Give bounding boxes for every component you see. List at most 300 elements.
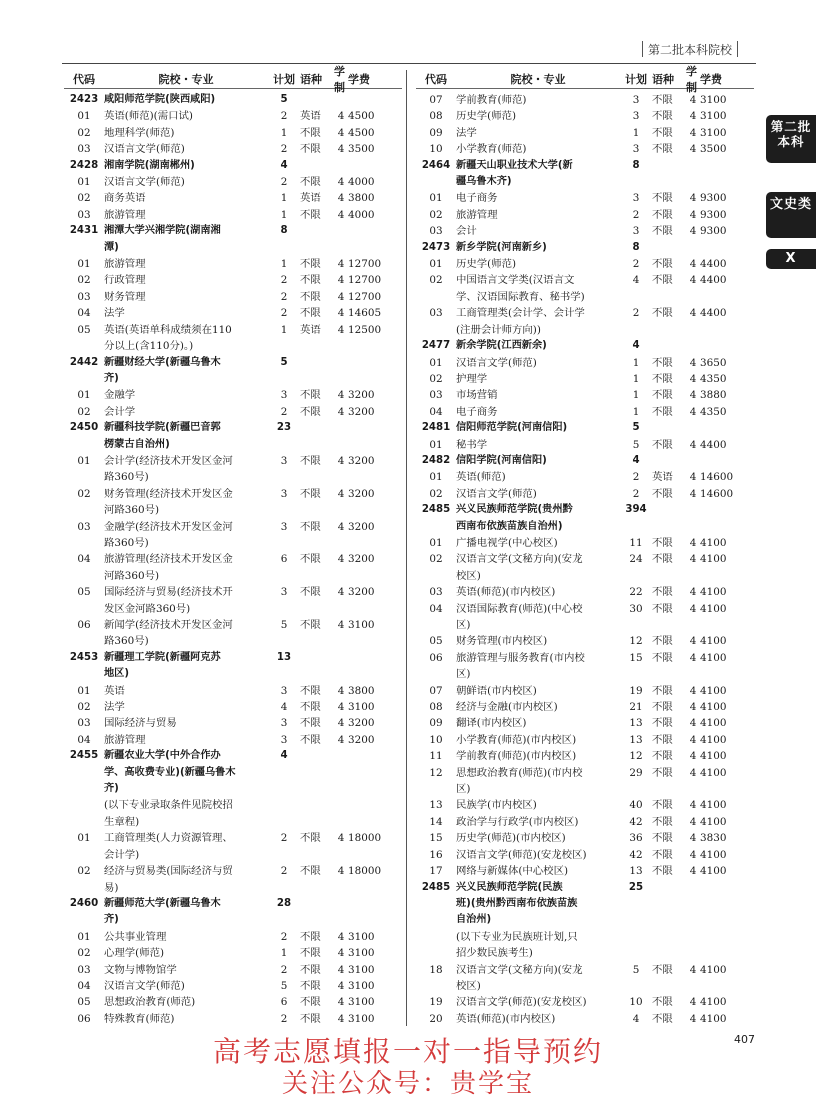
code-cell: 09 bbox=[429, 717, 443, 730]
duration-cell: 4 bbox=[689, 799, 697, 812]
code-cell: 10 bbox=[429, 733, 443, 746]
name-cell: 民族学(市内校区) bbox=[456, 799, 537, 812]
plan-cell: 2 bbox=[632, 307, 640, 320]
plan-cell: 4 bbox=[632, 454, 640, 466]
fee-cell: 3100 bbox=[348, 963, 375, 976]
plan-cell: 13 bbox=[629, 865, 643, 878]
name-cell: 网络与新媒体(中心校区) bbox=[456, 865, 569, 878]
major-row bbox=[64, 945, 402, 961]
fee-cell: 4400 bbox=[700, 438, 727, 451]
lang-cell: 不限 bbox=[300, 684, 321, 697]
lang-cell: 不限 bbox=[300, 701, 321, 714]
fee-cell: 3200 bbox=[348, 454, 375, 467]
duration-cell: 4 bbox=[337, 619, 345, 631]
fee-cell bbox=[700, 453, 746, 469]
plan-cell: 13 bbox=[629, 733, 643, 746]
duration-cell: 4 bbox=[689, 602, 697, 615]
duration-cell bbox=[686, 502, 700, 535]
name-cell: 信阳学院(河南信阳) bbox=[456, 454, 547, 466]
name-cell: 电子商务 bbox=[456, 192, 498, 205]
name-cell: 金融学(经济技术开发区金河 路360号) bbox=[104, 520, 233, 549]
duration-cell bbox=[686, 240, 700, 256]
plan-cell: 3 bbox=[632, 143, 640, 156]
name-cell: 思想政治教育(师范)(市内校 区) bbox=[456, 766, 583, 796]
lang-cell: 不限 bbox=[300, 487, 321, 500]
fee-cell: 4100 bbox=[700, 553, 727, 566]
duration-cell bbox=[686, 158, 700, 191]
lang-cell bbox=[300, 92, 334, 108]
code-cell: 07 bbox=[429, 684, 443, 697]
duration-cell: 4 bbox=[689, 94, 697, 106]
major-row bbox=[64, 305, 402, 321]
duration-cell: 4 bbox=[337, 832, 345, 845]
major-row bbox=[64, 404, 402, 420]
duration-cell bbox=[686, 338, 700, 354]
duration-cell: 4 bbox=[689, 635, 697, 648]
duration-cell: 4 bbox=[337, 290, 345, 303]
duration-cell: 4 bbox=[337, 684, 345, 697]
name-cell: 翻译(市内校区) bbox=[456, 717, 527, 730]
lang-cell: 不限 bbox=[300, 865, 321, 878]
name-cell: 兴义民族师范学院(贵州黔 西南布依族苗族自治州) bbox=[456, 504, 573, 532]
fee-cell: 3100 bbox=[348, 1012, 375, 1025]
duration-cell: 4 bbox=[689, 225, 697, 238]
right-table-body bbox=[416, 92, 754, 1027]
plan-cell: 5 bbox=[280, 979, 288, 992]
plan-cell: 3 bbox=[632, 94, 640, 106]
fee-cell: 9300 bbox=[700, 225, 727, 238]
institution-row bbox=[64, 223, 402, 256]
plan-cell: 2 bbox=[280, 930, 288, 943]
header-code: 代码 bbox=[425, 73, 447, 86]
duration-cell: 4 bbox=[337, 192, 345, 205]
code-cell: 04 bbox=[77, 553, 91, 566]
lang-cell: 不限 bbox=[652, 389, 673, 402]
plan-cell: 1 bbox=[280, 126, 288, 139]
institution-row bbox=[64, 158, 402, 174]
plan-cell: 2 bbox=[280, 963, 288, 976]
header-fee: 学费 bbox=[700, 73, 722, 86]
plan-cell: 1 bbox=[280, 192, 288, 205]
plan-cell: 1 bbox=[280, 947, 288, 960]
duration-cell: 4 bbox=[689, 750, 697, 763]
name-cell: 新疆科技学院(新疆巴音郭 楞蒙古自治州) bbox=[104, 422, 221, 450]
lang-cell bbox=[300, 420, 334, 453]
major-row bbox=[64, 322, 402, 355]
code-cell: 01 bbox=[77, 454, 91, 467]
lang-cell: 不限 bbox=[652, 372, 673, 385]
lang-cell: 不限 bbox=[652, 438, 673, 451]
major-row bbox=[416, 272, 754, 305]
code-cell: 05 bbox=[77, 996, 91, 1009]
duration-cell: 4 bbox=[689, 110, 697, 123]
header-name: 院校・专业 bbox=[510, 73, 566, 86]
lang-cell: 不限 bbox=[652, 717, 673, 730]
fee-cell bbox=[348, 355, 394, 388]
code-cell: 2431 bbox=[69, 225, 99, 237]
major-row bbox=[416, 650, 754, 683]
fee-cell: 18000 bbox=[348, 865, 382, 878]
plan-cell: 36 bbox=[629, 832, 643, 845]
code-cell: 20 bbox=[429, 1012, 443, 1025]
name-cell: 旅游管理 bbox=[104, 258, 146, 271]
institution-row bbox=[64, 92, 402, 108]
duration-cell bbox=[334, 92, 348, 108]
code-cell: 07 bbox=[429, 94, 443, 106]
name-cell: 湘潭大学兴湘学院(湖南湘 潭) bbox=[104, 225, 221, 253]
code-cell: 04 bbox=[429, 405, 443, 418]
code-cell: 04 bbox=[77, 733, 91, 746]
code-cell: 06 bbox=[77, 1012, 91, 1025]
major-row bbox=[416, 732, 754, 748]
duration-cell: 4 bbox=[337, 586, 345, 599]
major-row bbox=[416, 190, 754, 206]
duration-cell: 4 bbox=[689, 766, 697, 779]
side-tab-batch[interactable]: 第二批本科 bbox=[766, 115, 816, 163]
code-cell: 02 bbox=[77, 487, 91, 500]
major-row bbox=[416, 141, 754, 157]
name-cell: 政治学与行政学(市内校区) bbox=[456, 815, 579, 828]
fee-cell: 3100 bbox=[348, 619, 375, 631]
lang-cell: 不限 bbox=[300, 208, 321, 221]
fee-cell bbox=[700, 929, 746, 962]
duration-cell bbox=[334, 650, 348, 683]
major-row bbox=[64, 978, 402, 994]
major-row bbox=[64, 962, 402, 978]
code-cell: 02 bbox=[77, 274, 91, 287]
lang-cell: 不限 bbox=[300, 717, 321, 730]
duration-cell bbox=[686, 929, 700, 962]
duration-cell: 4 bbox=[689, 832, 697, 845]
major-row bbox=[416, 92, 754, 108]
code-cell: 05 bbox=[429, 635, 443, 648]
major-row bbox=[64, 108, 402, 124]
fee-cell: 3800 bbox=[348, 684, 375, 697]
fee-cell: 4500 bbox=[348, 110, 375, 123]
code-cell: 02 bbox=[429, 208, 443, 221]
duration-cell: 4 bbox=[337, 733, 345, 746]
plan-cell: 2 bbox=[632, 208, 640, 221]
name-cell: 新余学院(江西新余) bbox=[456, 340, 547, 352]
fee-cell bbox=[348, 748, 394, 797]
running-header: 第二批本科院校 bbox=[648, 43, 733, 57]
name-cell: 英语(英语单科成绩须在110 分以上(含110分)。) bbox=[104, 323, 232, 353]
name-cell: 汉语言文学(师范)(安龙校区) bbox=[456, 848, 587, 861]
major-row bbox=[64, 207, 402, 223]
name-cell: 新疆财经大学(新疆乌鲁木 齐) bbox=[104, 356, 221, 384]
fee-cell: 3500 bbox=[348, 143, 375, 156]
fee-cell: 4100 bbox=[700, 651, 727, 664]
lang-cell: 不限 bbox=[300, 389, 321, 402]
name-cell: 新疆农业大学(中外合作办 学、高收费专业)(新疆乌鲁木 齐) bbox=[104, 750, 236, 795]
plan-cell: 6 bbox=[280, 996, 288, 1009]
name-cell: 湘南学院(湖南郴州) bbox=[104, 159, 195, 171]
code-cell: 2428 bbox=[69, 159, 99, 171]
code-cell: 03 bbox=[429, 225, 443, 238]
header-lang: 语种 bbox=[652, 73, 674, 86]
plan-cell: 25 bbox=[628, 881, 644, 893]
fee-cell: 4000 bbox=[348, 176, 375, 189]
lang-cell: 不限 bbox=[300, 454, 321, 467]
header-fee: 学费 bbox=[348, 73, 370, 86]
major-row bbox=[416, 715, 754, 731]
name-cell: 经济与金融(市内校区) bbox=[456, 701, 558, 714]
name-cell: 汉语言文学(文秘方向)(安龙 校区) bbox=[456, 553, 583, 582]
right-column bbox=[416, 65, 754, 1027]
duration-cell: 4 bbox=[337, 323, 345, 336]
duration-cell: 4 bbox=[337, 1012, 345, 1025]
duration-cell: 4 bbox=[689, 848, 697, 861]
name-cell: 英语 bbox=[104, 684, 125, 697]
code-cell: 01 bbox=[429, 192, 443, 205]
fee-cell: 3880 bbox=[700, 389, 727, 402]
lang-cell: 不限 bbox=[652, 225, 673, 238]
code-cell: 04 bbox=[429, 602, 443, 615]
major-row bbox=[416, 1011, 754, 1027]
name-cell: 法学 bbox=[104, 307, 125, 320]
plan-cell: 24 bbox=[629, 553, 643, 566]
name-cell: 电子商务 bbox=[456, 405, 498, 418]
major-row bbox=[64, 699, 402, 715]
code-cell: 12 bbox=[429, 766, 443, 779]
fee-cell: 4500 bbox=[348, 126, 375, 139]
name-cell: 旅游管理 bbox=[104, 208, 146, 221]
name-cell: 小学教育(师范)(市内校区) bbox=[456, 733, 577, 746]
major-row bbox=[64, 141, 402, 157]
duration-cell bbox=[334, 223, 348, 256]
name-cell: 特殊教育(师范) bbox=[104, 1012, 175, 1025]
fee-cell: 4100 bbox=[700, 865, 727, 878]
plan-cell: 2 bbox=[280, 832, 288, 845]
duration-cell: 4 bbox=[689, 143, 697, 156]
plan-cell: 3 bbox=[280, 389, 288, 402]
plan-cell: 394 bbox=[625, 504, 647, 516]
code-cell: 02 bbox=[429, 553, 443, 566]
plan-cell: 13 bbox=[276, 651, 292, 663]
duration-cell: 4 bbox=[337, 208, 345, 221]
code-cell: 16 bbox=[429, 848, 443, 861]
lang-cell: 不限 bbox=[300, 274, 321, 287]
fee-cell: 3200 bbox=[348, 487, 375, 500]
major-row bbox=[416, 355, 754, 371]
plan-cell: 42 bbox=[629, 848, 643, 861]
institution-row bbox=[416, 453, 754, 469]
plan-cell: 3 bbox=[280, 520, 288, 533]
plan-cell: 21 bbox=[629, 701, 643, 714]
lang-cell bbox=[300, 650, 334, 683]
code-cell: 02 bbox=[77, 126, 91, 139]
plan-cell: 4 bbox=[280, 701, 288, 714]
code-cell: 03 bbox=[77, 963, 91, 976]
duration-cell: 4 bbox=[689, 356, 697, 369]
plan-cell: 3 bbox=[280, 684, 288, 697]
institution-row bbox=[416, 240, 754, 256]
name-cell: 文物与博物馆学 bbox=[104, 963, 177, 976]
name-cell: 思想政治教育(师范) bbox=[104, 996, 196, 1009]
major-row bbox=[64, 125, 402, 141]
code-cell: 01 bbox=[77, 258, 91, 271]
duration-cell: 4 bbox=[689, 684, 697, 697]
fee-cell: 4100 bbox=[700, 750, 727, 763]
major-row bbox=[64, 715, 402, 731]
plan-cell: 3 bbox=[280, 487, 288, 500]
duration-cell: 4 bbox=[337, 176, 345, 189]
duration-cell: 4 bbox=[689, 307, 697, 320]
lang-cell bbox=[652, 502, 686, 535]
major-row bbox=[64, 256, 402, 272]
fee-cell bbox=[348, 896, 394, 929]
lang-cell: 不限 bbox=[652, 733, 673, 746]
name-cell: 工商管理类(人力资源管理、 会计学) bbox=[104, 832, 233, 861]
lang-cell: 不限 bbox=[652, 126, 673, 139]
code-cell: 01 bbox=[77, 832, 91, 845]
plan-cell: 8 bbox=[632, 241, 640, 253]
fee-cell: 12700 bbox=[348, 290, 382, 303]
name-cell: 旅游管理与服务教育(市内校 区) bbox=[456, 651, 585, 681]
plan-cell: 2 bbox=[280, 1012, 288, 1025]
name-cell: 心理学(师范) bbox=[104, 947, 165, 960]
code-cell: 03 bbox=[429, 307, 443, 320]
duration-cell: 4 bbox=[337, 405, 345, 418]
plan-cell: 30 bbox=[629, 602, 643, 615]
duration-cell: 4 bbox=[689, 192, 697, 205]
plan-cell: 5 bbox=[632, 438, 640, 451]
code-cell: 01 bbox=[429, 258, 443, 271]
code-cell: 2481 bbox=[421, 422, 451, 434]
fee-cell: 3100 bbox=[700, 126, 727, 139]
duration-cell: 4 bbox=[689, 963, 697, 976]
duration-cell: 4 bbox=[689, 586, 697, 599]
fee-cell: 14600 bbox=[700, 487, 734, 500]
code-cell: 04 bbox=[77, 979, 91, 992]
plan-cell: 19 bbox=[629, 684, 643, 697]
lang-cell bbox=[652, 240, 686, 256]
duration-cell bbox=[334, 896, 348, 929]
lang-cell: 不限 bbox=[652, 684, 673, 697]
plan-cell: 1 bbox=[280, 258, 288, 271]
name-cell: 英语(师范) bbox=[456, 471, 506, 484]
plan-cell: 40 bbox=[629, 799, 643, 812]
plan-cell: 23 bbox=[276, 422, 292, 434]
duration-cell: 4 bbox=[337, 553, 345, 566]
lang-cell: 不限 bbox=[652, 635, 673, 648]
major-row bbox=[416, 223, 754, 239]
major-row bbox=[416, 387, 754, 403]
duration-cell: 4 bbox=[689, 487, 697, 500]
plan-cell: 2 bbox=[280, 865, 288, 878]
name-cell: 新疆师范大学(新疆乌鲁木 齐) bbox=[104, 897, 221, 926]
plan-cell: 2 bbox=[280, 307, 288, 320]
code-cell: 2482 bbox=[421, 454, 451, 466]
fee-cell bbox=[348, 420, 394, 453]
lang-cell: 不限 bbox=[300, 979, 321, 992]
fee-cell bbox=[700, 502, 746, 535]
duration-cell: 4 bbox=[337, 865, 345, 878]
fee-cell: 4100 bbox=[700, 996, 727, 1009]
duration-cell: 4 bbox=[689, 208, 697, 221]
plan-cell: 6 bbox=[280, 553, 288, 566]
duration-cell: 4 bbox=[337, 389, 345, 402]
lang-cell: 不限 bbox=[300, 143, 321, 156]
fee-cell bbox=[700, 338, 746, 354]
duration-cell bbox=[334, 748, 348, 797]
fee-cell: 3830 bbox=[700, 832, 727, 845]
side-tab-group bbox=[766, 192, 816, 238]
plan-cell: 3 bbox=[632, 225, 640, 238]
code-cell: 03 bbox=[429, 389, 443, 402]
plan-cell: 2 bbox=[280, 176, 288, 189]
plan-cell: 4 bbox=[632, 340, 640, 352]
major-row bbox=[64, 617, 402, 650]
plan-cell: 2 bbox=[280, 405, 288, 418]
lang-cell bbox=[300, 896, 334, 929]
plan-cell: 42 bbox=[629, 815, 643, 828]
name-cell: 小学教育(师范) bbox=[456, 143, 527, 156]
name-cell: 新疆天山职业技术大学(新 疆乌鲁木齐) bbox=[456, 159, 573, 188]
name-cell: (以下专业为民族班计划,只 招少数民族考生) bbox=[456, 930, 578, 960]
name-cell: 旅游管理 bbox=[104, 733, 146, 746]
code-cell: 2423 bbox=[69, 94, 99, 105]
lang-cell: 不限 bbox=[300, 832, 321, 845]
major-row bbox=[416, 256, 754, 272]
duration-cell bbox=[686, 420, 700, 436]
fee-cell: 18000 bbox=[348, 832, 382, 845]
name-cell: 地理科学(师范) bbox=[104, 126, 175, 139]
lang-cell: 不限 bbox=[652, 750, 673, 763]
fee-cell: 3200 bbox=[348, 520, 375, 533]
major-row bbox=[64, 387, 402, 403]
name-cell: 会计学 bbox=[104, 405, 136, 418]
code-cell: 13 bbox=[429, 799, 443, 812]
fee-cell: 4100 bbox=[700, 766, 727, 779]
code-cell: 01 bbox=[429, 438, 443, 451]
code-cell: 03 bbox=[77, 290, 91, 303]
fee-cell: 3650 bbox=[700, 356, 727, 369]
code-cell: 09 bbox=[429, 126, 443, 139]
code-cell: 2464 bbox=[421, 159, 451, 171]
name-cell: 英语(师范)(市内校区) bbox=[456, 1012, 556, 1025]
major-row bbox=[416, 830, 754, 846]
duration-cell: 4 bbox=[689, 471, 697, 484]
code-cell: 02 bbox=[429, 274, 443, 287]
plan-cell: 3 bbox=[632, 110, 640, 123]
name-cell: 朝鲜语(市内校区) bbox=[456, 684, 537, 697]
side-tab-x[interactable]: X bbox=[766, 249, 816, 269]
fee-cell: 4100 bbox=[700, 799, 727, 812]
major-row bbox=[416, 847, 754, 863]
major-row bbox=[64, 272, 402, 288]
name-cell: 财务管理 bbox=[104, 290, 146, 303]
column-divider bbox=[406, 70, 407, 1026]
note-row bbox=[64, 797, 402, 830]
plan-cell: 22 bbox=[629, 586, 643, 599]
fee-cell bbox=[700, 880, 746, 929]
fee-cell bbox=[700, 158, 746, 191]
lang-cell: 不限 bbox=[300, 258, 321, 271]
name-cell: 旅游管理 bbox=[456, 208, 498, 221]
fee-cell: 4100 bbox=[700, 815, 727, 828]
lang-cell: 不限 bbox=[652, 110, 673, 123]
side-tab-category[interactable]: 文史类 bbox=[766, 192, 816, 238]
code-cell: 01 bbox=[77, 930, 91, 943]
fee-cell: 12500 bbox=[348, 323, 382, 336]
fee-cell: 3100 bbox=[348, 947, 375, 960]
fee-cell: 12700 bbox=[348, 274, 382, 287]
left-table-body bbox=[64, 92, 402, 1027]
lang-cell: 不限 bbox=[652, 865, 673, 878]
major-row bbox=[416, 584, 754, 600]
code-cell: 08 bbox=[429, 110, 443, 123]
